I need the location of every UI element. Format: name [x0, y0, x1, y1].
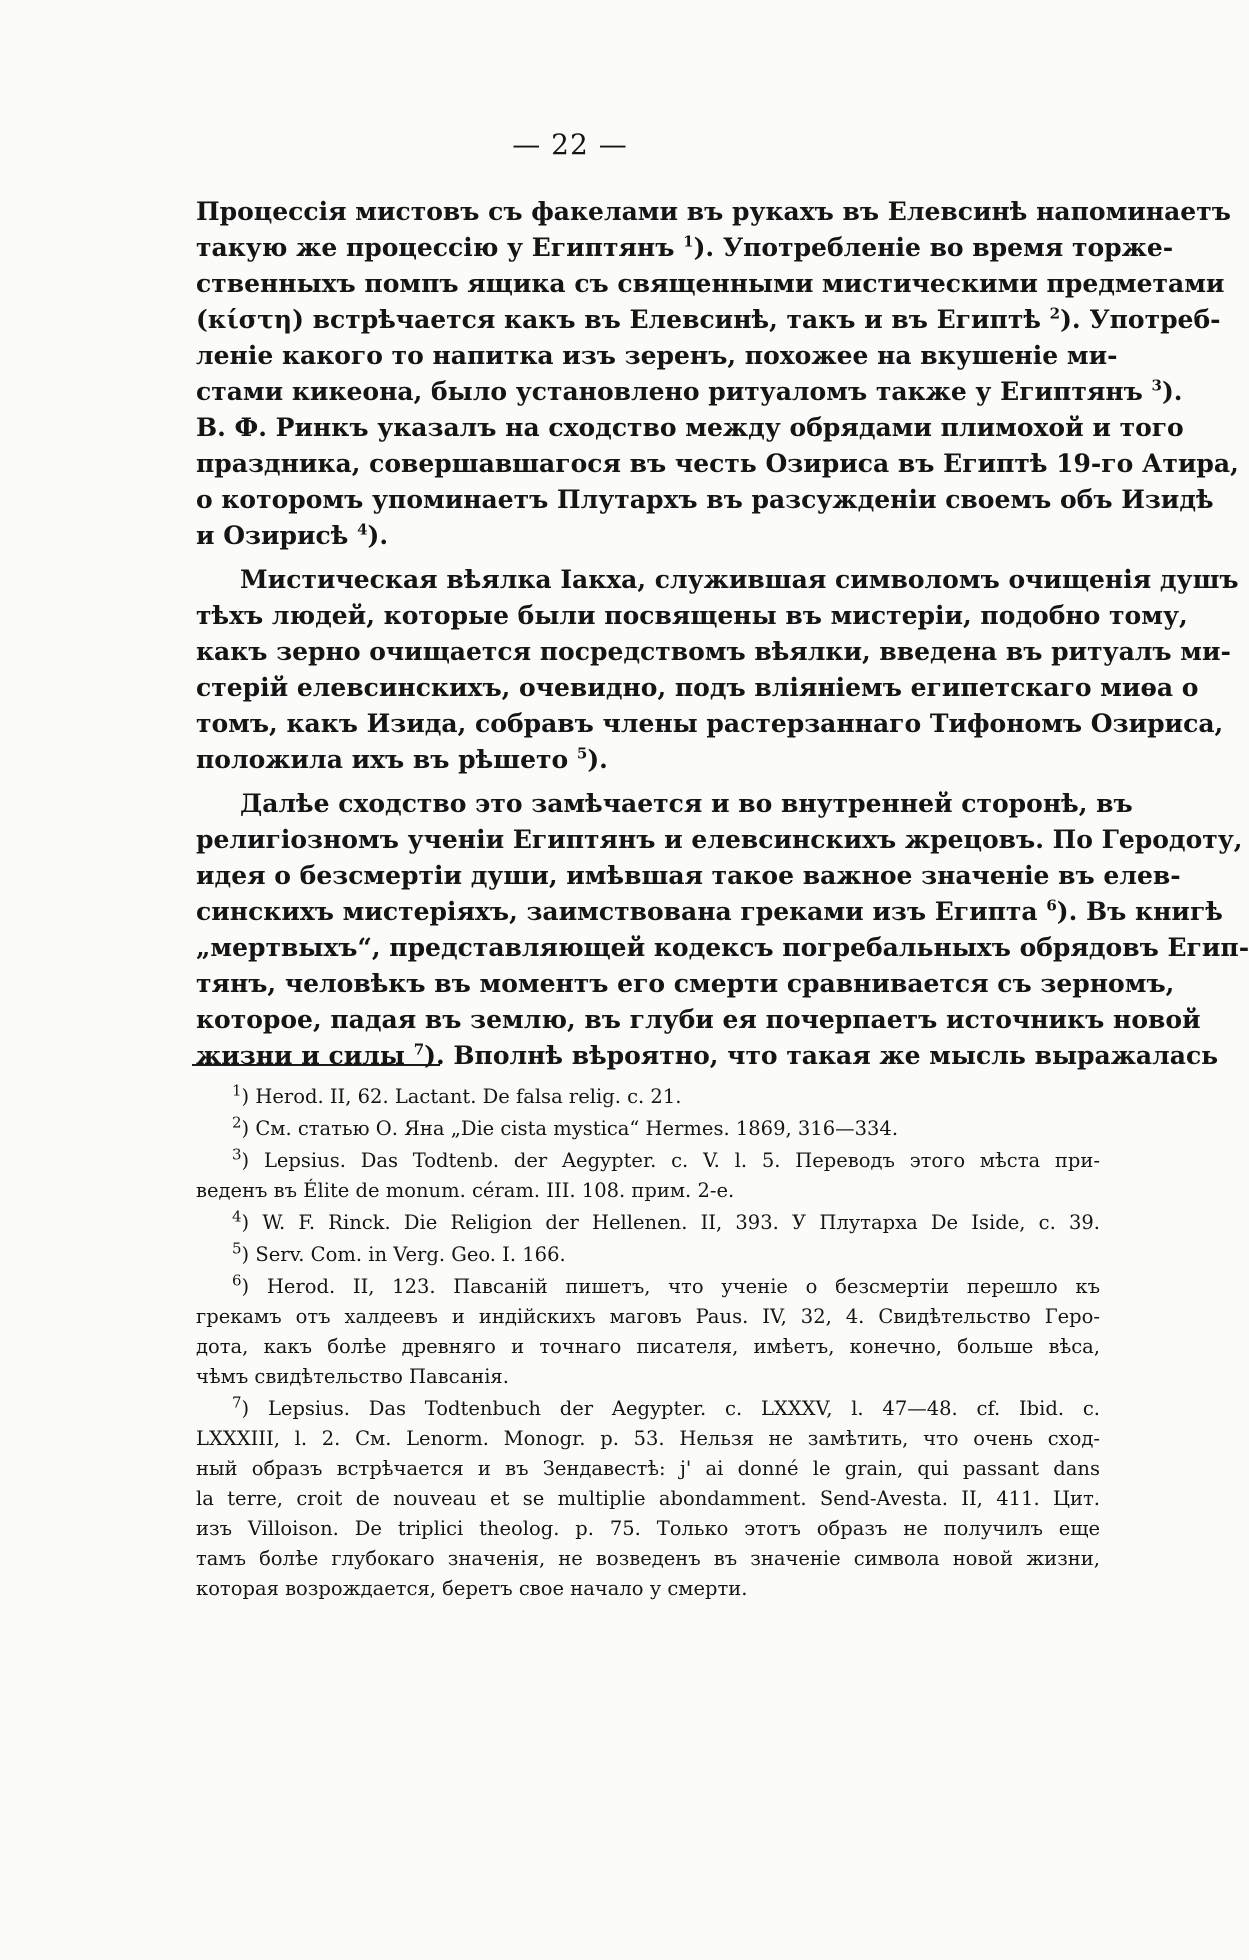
footnote-ref[interactable]: 7	[413, 1040, 425, 1059]
footnote-line: изъ Villoison. De triplici theolog. p. 75. Только этотъ образъ не получилъ еще	[196, 1517, 1100, 1540]
text-line: ственныхъ помпъ ящика съ священными мистическими предметами	[196, 269, 1225, 298]
text-line: „мертвыхъ“, представляющей кодексъ погребальныхъ обрядовъ Егип-	[196, 933, 1249, 962]
text-line: Далѣе сходство это замѣчается и во внутренней сторонѣ, въ	[240, 789, 1133, 818]
footnote-line: грекамъ отъ халдеевъ и индійскихъ маговъ Paus. IV, 32, 4. Свидѣтельство Геро-	[196, 1305, 1100, 1328]
footnote-line: $^2$) См. статью О. Яна „Die cista mystica“ Hermes. 1869, 316—334.	[232, 1113, 899, 1140]
text-line: положила ихъ въ рѣшето $^5$).	[196, 744, 608, 774]
footnote-ref[interactable]: 5	[576, 744, 588, 763]
main-text	[196, 194, 1249, 1082]
paragraph-3	[196, 786, 1249, 1074]
footnote-marker: 6	[232, 1271, 242, 1290]
text-line: о которомъ упоминаетъ Плутархъ въ разсужденіи своемъ объ Изидѣ	[196, 485, 1214, 514]
text-line: синскихъ мистеріяхъ, заимствована греками изъ Египта $^6$). Въ книгѣ	[196, 896, 1223, 926]
footnote-ref[interactable]: 3	[1151, 376, 1162, 395]
footnote-divider	[192, 1064, 440, 1066]
text-line: религіозномъ ученіи Египтянъ и елевсинскихъ жрецовъ. По Геродоту,	[196, 825, 1243, 854]
text-line: В. Ф. Ринкъ указалъ на сходство между обрядами плимохой и того	[196, 413, 1184, 442]
footnote-line: $^4$) W. F. Rinck. Die Religion der Hellenen. II, 393. У Плутарха De Iside, c. 39.	[232, 1207, 1100, 1234]
footnote-4	[196, 1208, 1100, 1238]
footnote-ref[interactable]: 2	[1049, 304, 1061, 323]
text-line: и Озирисѣ $^4$).	[196, 520, 389, 550]
page-number: — 22 —	[512, 128, 628, 161]
footnote-line: LXXXIII, l. 2. См. Lenorm. Monogr. p. 53. Нельзя не замѣтить, что очень сход-	[196, 1427, 1100, 1450]
footnote-6	[196, 1272, 1100, 1392]
footnote-7	[196, 1394, 1100, 1604]
text-line: (κίστη) встрѣчается какъ въ Елевсинѣ, такъ и въ Египтѣ $^2$). Употреб-	[196, 304, 1221, 334]
text-line: которое, падая въ землю, въ глуби ея почерпаетъ источникъ новой	[196, 1005, 1201, 1034]
footnote-marker: 2	[232, 1113, 242, 1132]
paragraph-1	[196, 194, 1239, 554]
footnote-line: чѣмъ свидѣтельство Павсанія.	[196, 1365, 509, 1388]
footnote-line: которая возрождается, беретъ свое начало у смерти.	[196, 1577, 748, 1600]
footnote-line: $^5$) Serv. Com. in Verg. Geo. I. 166.	[232, 1239, 566, 1266]
text-line: какъ зерно очищается посредствомъ вѣялки, введена въ ритуалъ ми-	[196, 637, 1231, 666]
text-line: Процессія мистовъ съ факелами въ рукахъ въ Елевсинѣ напоминаетъ	[196, 197, 1231, 226]
footnote-line: la terre, croit de nouveau et se multiplie abondamment. Send-Avesta. II, 411. Цит.	[196, 1487, 1100, 1510]
text-line: жизни и силы $^7$). Вполнѣ вѣроятно, что такая же мысль выражалась	[196, 1040, 1219, 1070]
footnote-line: веденъ въ Élite de monum. céram. III. 108. прим. 2-е.	[196, 1179, 735, 1202]
footnotes	[196, 1082, 1100, 1606]
paragraph-2	[196, 562, 1239, 778]
footnote-line: ный образъ встрѣчается и въ Зендавестѣ: j' ai donné le grain, qui passant dans	[196, 1457, 1100, 1480]
text-line: праздника, совершавшагося въ честь Озириса въ Египтѣ 19-го Атира,	[196, 449, 1239, 478]
footnote-line: $^7$) Lepsius. Das Todtenbuch der Aegypter. c. LXXXV, l. 47—48. cf. Ibid. c.	[232, 1393, 1100, 1420]
text-line: Мистическая вѣялка Іакха, служившая символомъ очищенія душъ	[240, 565, 1239, 594]
text-line: стами кикеона, было установлено ритуаломъ также у Египтянъ $^3$).	[196, 376, 1183, 406]
footnote-line: $^1$) Herod. II, 62. Lactant. De falsa relig. c. 21.	[232, 1081, 682, 1108]
footnote-line: дота, какъ болѣе древняго и точнаго писателя, имѣетъ, конечно, больше вѣса,	[196, 1335, 1100, 1358]
footnote-marker: 5	[232, 1239, 242, 1258]
footnote-marker: 4	[232, 1207, 242, 1226]
footnote-1	[196, 1082, 1100, 1112]
footnote-ref[interactable]: 6	[1046, 896, 1057, 915]
text-line: тянъ, человѣкъ въ моментъ его смерти сравнивается съ зерномъ,	[196, 969, 1175, 998]
footnote-3	[196, 1146, 1100, 1206]
footnote-line: $^3$) Lepsius. Das Todtenb. der Aegypter. c. V. l. 5. Переводъ этого мѣста при-	[232, 1145, 1100, 1172]
footnote-ref[interactable]: 4	[357, 520, 368, 539]
text-line: стерій елевсинскихъ, очевидно, подъ вліяніемъ египетскаго миѳа о	[196, 673, 1199, 702]
footnote-2	[196, 1114, 1100, 1144]
text-line: идея о безсмертіи души, имѣвшая такое важное значеніе въ елев-	[196, 861, 1181, 890]
text-line: тѣхъ людей, которые были посвящены въ мистеріи, подобно тому,	[196, 601, 1188, 630]
footnote-line: тамъ болѣе глубокаго значенія, не возведенъ въ значеніе символа новой жизни,	[196, 1547, 1100, 1570]
footnote-marker: 7	[232, 1393, 242, 1412]
footnote-ref[interactable]: 1	[683, 232, 694, 251]
text-line: томъ, какъ Изида, собравъ члены растерзаннаго Тифономъ Озириса,	[196, 709, 1224, 738]
footnote-line: $^6$) Herod. II, 123. Павсаній пишетъ, что ученіе о безсмертіи перешло къ	[232, 1271, 1100, 1298]
text-line: леніе какого то напитка изъ зеренъ, похожее на вкушеніе ми-	[196, 341, 1118, 370]
footnote-marker: 3	[232, 1145, 242, 1164]
text-line: такую же процессію у Египтянъ $^1$). Употребленіе во время торже-	[196, 232, 1174, 262]
footnote-marker: 1	[232, 1081, 242, 1100]
footnote-5	[196, 1240, 1100, 1270]
